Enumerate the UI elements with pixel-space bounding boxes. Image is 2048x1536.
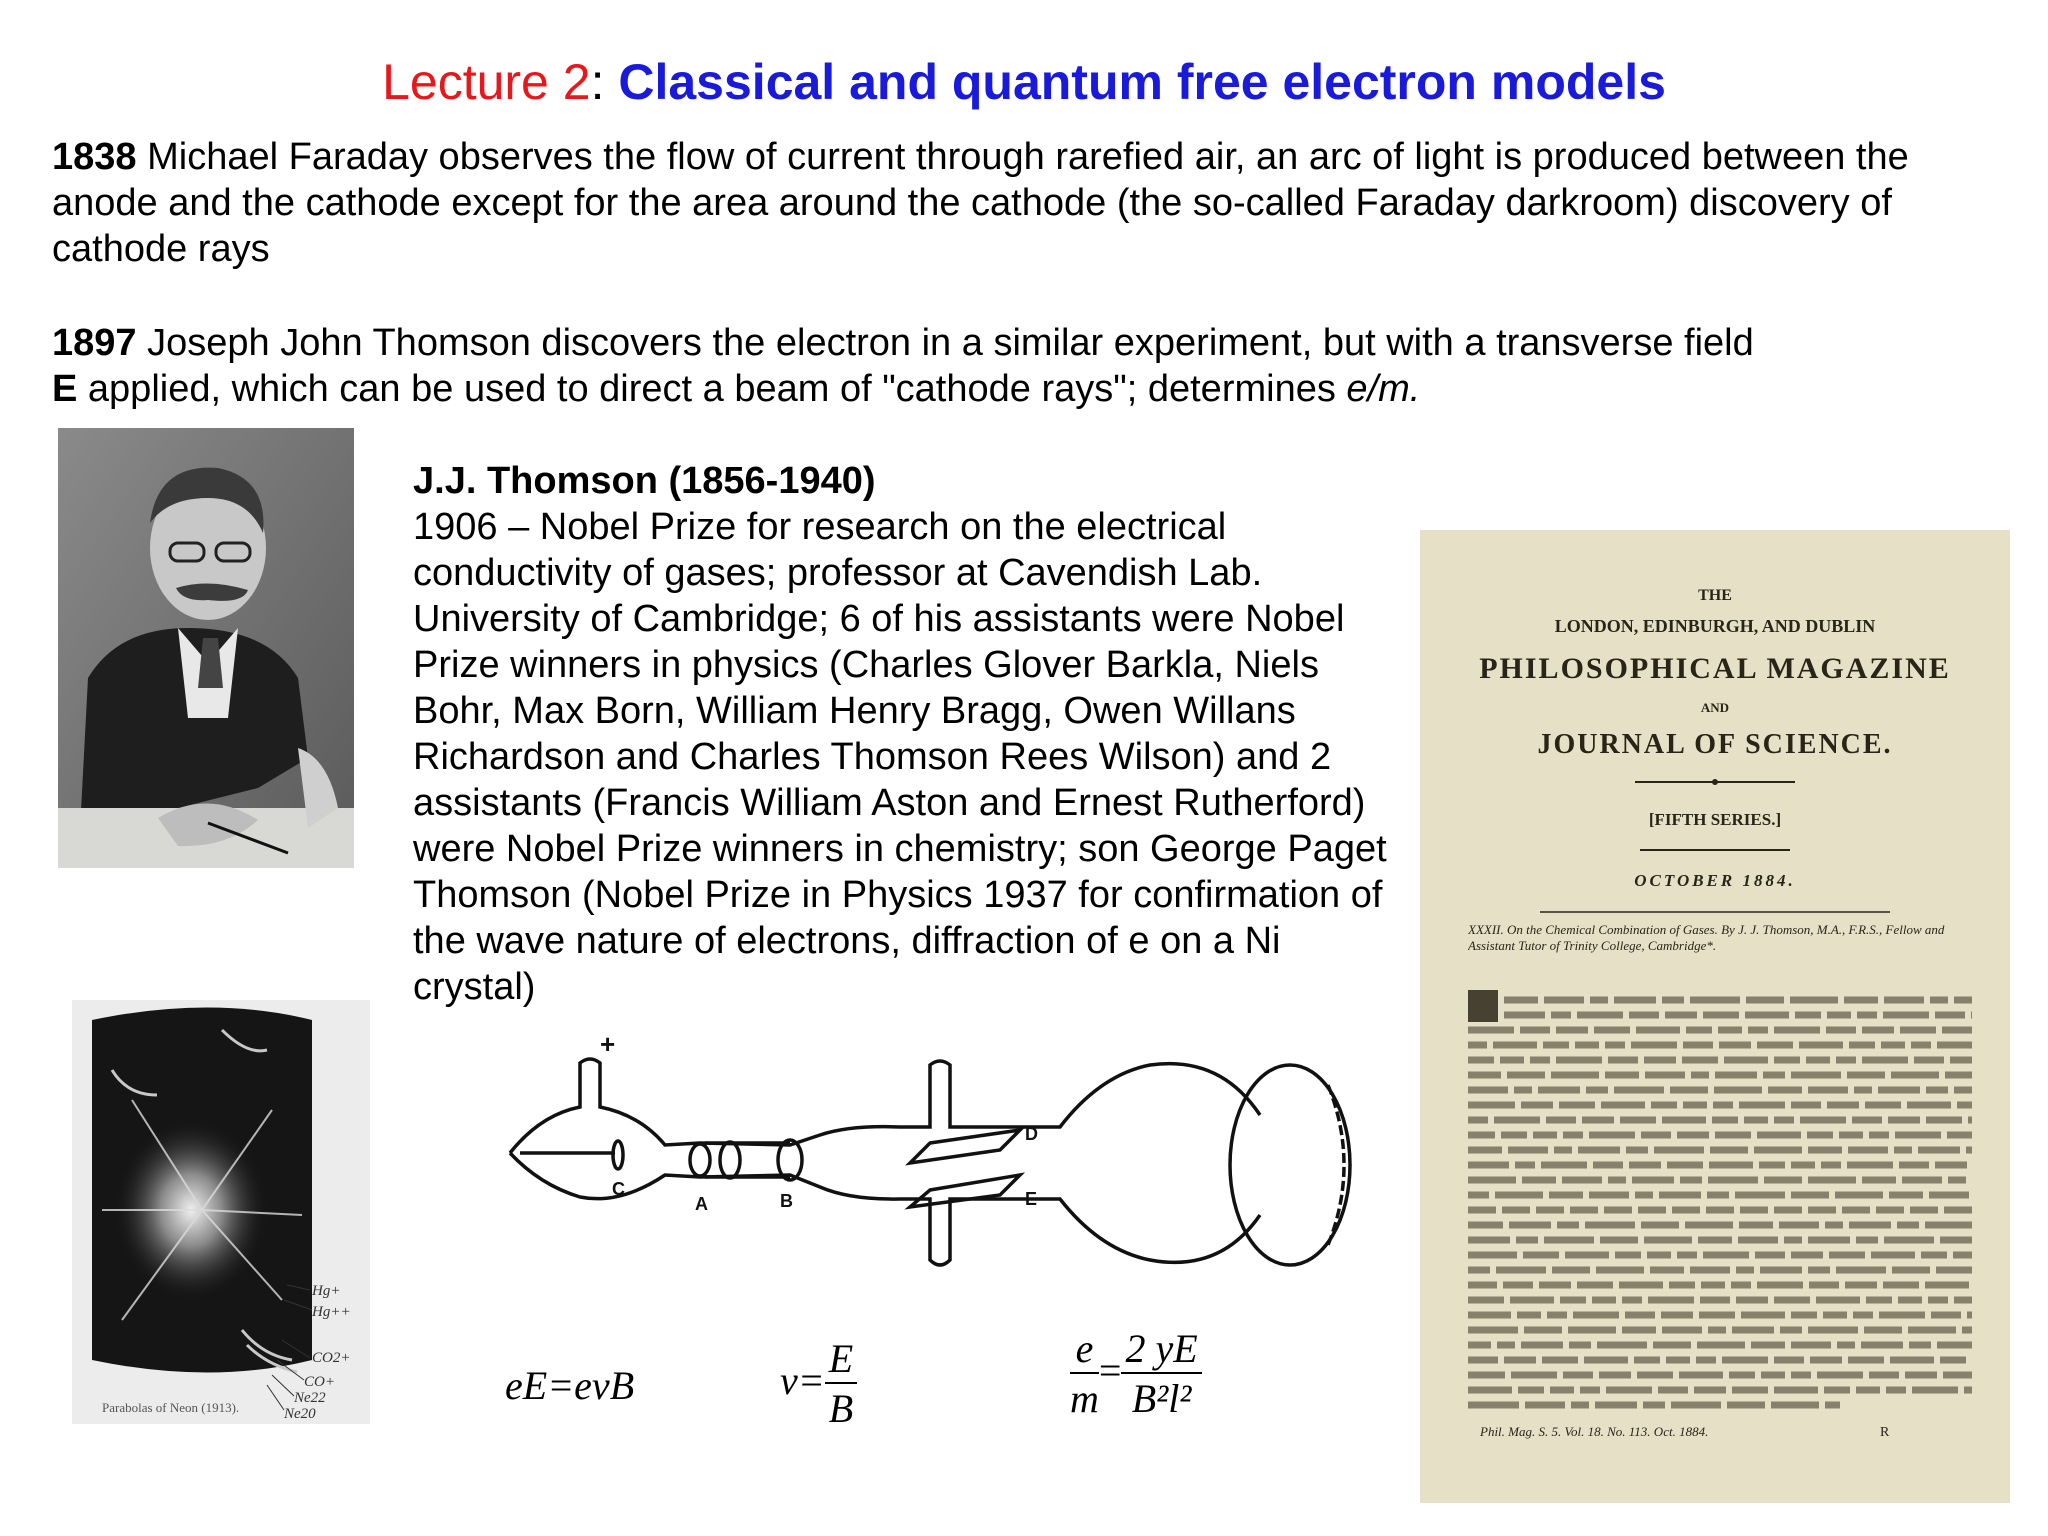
- equation-force-balance: eE=evB: [505, 1363, 635, 1408]
- plate-label-ne20: Ne20: [284, 1406, 316, 1422]
- ratio-equals: =: [1098, 1348, 1122, 1394]
- velocity-denominator: B: [828, 1386, 854, 1431]
- paragraph-1897: [52, 320, 2012, 412]
- ratio-numerator: e: [1070, 1326, 1099, 1374]
- plate-label-ne22: Ne22: [294, 1390, 326, 1406]
- paragraph-1897-text-b: applied, which can be used to direct a beam of "cathode rays"; determines: [77, 368, 1347, 410]
- journal-article-heading: XXXII. On the Chemical Combination of Gases. By J. J. Thomson, M.A., F.R.S., Fellow and Assistant Tutor of Trinity College, Cambridge*.: [1468, 922, 1945, 953]
- biography-heading: J.J. Thomson (1856-1940): [413, 460, 876, 502]
- journal-date: OCTOBER 1884.: [1634, 871, 1796, 890]
- biography-text: 1906 – Nobel Prize for research on the electrical conductivity of gases; professor at Cavendish Lab. University of Cambridge; 6 of his assistants were Nobel Prize winners in physics (Charles Glover Barkla, Niels Bohr, Max Born, William Henry Bragg, Owen Willans Richardson and Charles Thomson Rees Wilson) and 2 assistants (Francis William Aston and Ernest Rutherford) were Nobel Prize winners in chemistry; son George Paget Thomson (Nobel Prize in Physics 1937 for confirmation of the wave nature of electrons, diffraction of e on a Ni crystal): [413, 506, 1387, 1008]
- journal-footer: Phil. Mag. S. 5. Vol. 18. No. 113. Oct. 1884.: [1480, 1424, 1709, 1439]
- tube-label-plus: +: [600, 1035, 616, 1059]
- charge-mass-ratio: e/m.: [1346, 368, 1421, 410]
- year-1838: 1838: [52, 136, 137, 178]
- paragraph-1897-text-a: Joseph John Thomson discovers the electron in a similar experiment, but with a transverse field: [136, 322, 1754, 364]
- journal-line2: PHILOSOPHICAL MAGAZINE: [1479, 652, 1951, 685]
- journal-the: THE: [1698, 587, 1732, 604]
- year-1897: 1897: [52, 322, 137, 364]
- paragraph-1838: [52, 134, 2012, 272]
- velocity-lhs: v=: [780, 1358, 825, 1404]
- equation-velocity: [780, 1336, 857, 1434]
- tube-label-c: C: [612, 1179, 625, 1199]
- journal-line1: LONDON, EDINBURGH, AND DUBLIN: [1554, 616, 1876, 636]
- tube-label-e: E: [1025, 1189, 1038, 1209]
- tube-label-b: B: [780, 1191, 793, 1211]
- field-symbol-e: E: [52, 368, 78, 410]
- title-separator: :: [590, 54, 605, 110]
- ratio-rhs-numerator: 2 yE: [1121, 1326, 1201, 1374]
- plate-label-hg1: Hg+: [312, 1283, 341, 1299]
- plate-caption: Parabolas of Neon (1913).: [102, 1400, 240, 1415]
- journal-and: AND: [1700, 700, 1730, 715]
- plate-label-hg2: Hg++: [312, 1304, 351, 1320]
- ratio-denominator: m: [1070, 1376, 1099, 1421]
- page-title: [0, 52, 2048, 112]
- equation-charge-mass: [1070, 1326, 1202, 1424]
- paragraph-1838-text: Michael Faraday observes the flow of current through rarefied air, an arc of light is produced between the anode and the cathode except for the area around the cathode (the so-called Faraday darkroom) discovery of cathode rays: [52, 136, 1909, 270]
- tube-label-d: D: [1025, 1124, 1038, 1144]
- journal-line3: JOURNAL OF SCIENCE.: [1537, 729, 1893, 760]
- ratio-rhs-denominator: B²l²: [1131, 1376, 1192, 1421]
- neon-parabolas-plate: [72, 1000, 370, 1424]
- plate-label-co: CO+: [304, 1374, 335, 1390]
- plate-label-co2: CO2+: [312, 1350, 351, 1366]
- tube-label-a: A: [695, 1194, 708, 1214]
- velocity-numerator: E: [825, 1336, 857, 1384]
- journal-series: [FIFTH SERIES.]: [1648, 810, 1782, 829]
- lecture-number: Lecture 2: [382, 54, 591, 110]
- lecture-title: Classical and quantum free electron models: [618, 54, 1666, 110]
- journal-signature: R: [1880, 1425, 1890, 1440]
- cathode-ray-tube-diagram: [500, 1035, 1390, 1290]
- philosophical-magazine-page: [1420, 530, 2010, 1503]
- thomson-portrait: [58, 428, 354, 868]
- thomson-biography: [413, 458, 1403, 1010]
